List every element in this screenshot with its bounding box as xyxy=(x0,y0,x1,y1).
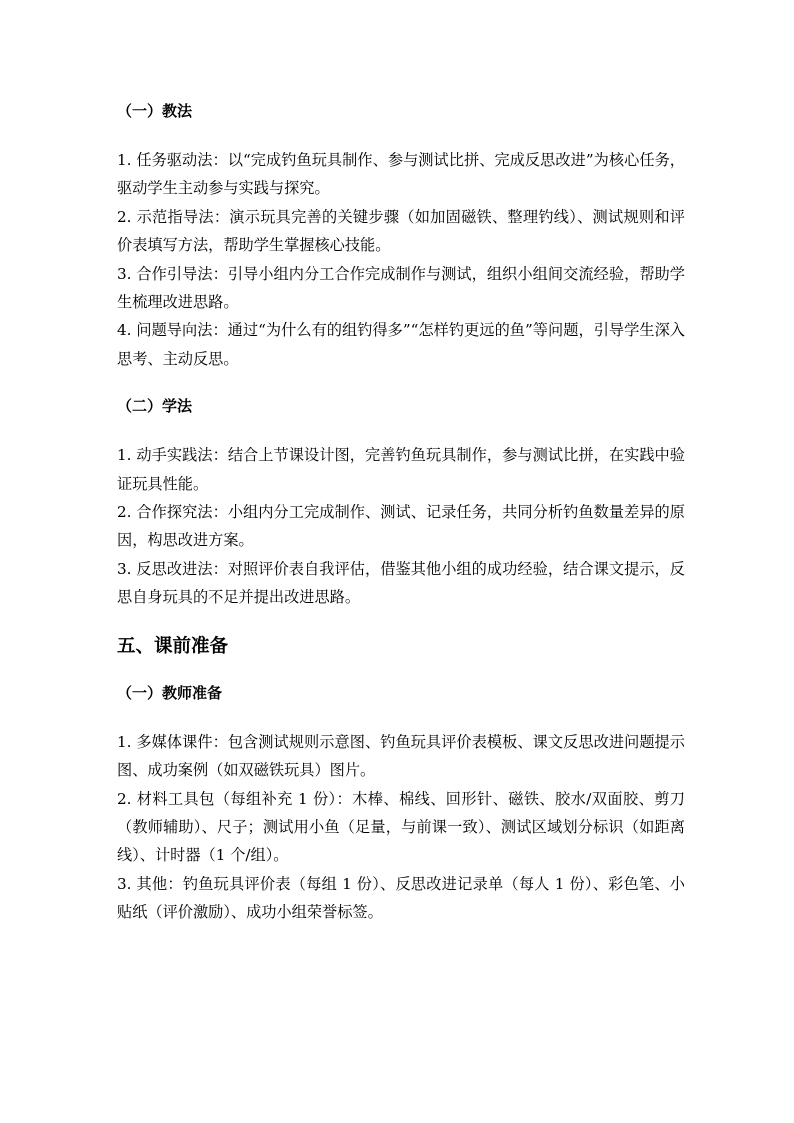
page-content xyxy=(117,98,685,927)
learning-method-item: 1. 动手实践法：结合上节课设计图，完善钓鱼玩具制作，参与测试比拼，在实践中验证玩具性能。 xyxy=(117,446,685,493)
chapter-five-heading: 五、课前准备 xyxy=(117,635,229,657)
teaching-method-item: 3. 合作引导法：引导小组内分工合作完成制作与测试，组织小组间交流经验，帮助学生梳理改进思路。 xyxy=(117,264,685,312)
teaching-method-item: 1. 任务驱动法：以“完成钓鱼玩具制作、参与测试比拼、完成反思改进”为核心任务，驱动学生主动参与实践与探究。 xyxy=(117,151,685,198)
teacher-preparation-item: 2. 材料工具包（每组补充 1 份）：木棒、棉线、回形针、磁铁、胶水/双面胶、剪刀（教师辅助）、尺子；测试用小鱼（足量，与前课一致）、测试区域划分标识（如距离线）、计时器（1 个/组）。 xyxy=(117,789,685,865)
teaching-method-item: 2. 示范指导法：演示玩具完善的关键步骤（如加固磁铁、整理钓线）、测试规则和评价表填写方法，帮助学生掌握核心技能。 xyxy=(117,207,685,255)
teaching-method-item: 4. 问题导向法：通过“为什么有的组钓得多”“怎样钓更远的鱼”等问题，引导学生深入思考、主动反思。 xyxy=(117,321,685,368)
teacher-preparation-item: 1. 多媒体课件：包含测试规则示意图、钓鱼玩具评价表模板、课文反思改进问题提示图、成功案例（如双磁铁玩具）图片。 xyxy=(117,732,685,780)
teacher-preparation-heading: （一）教师准备 xyxy=(117,683,223,702)
learning-methods-heading: （二）学法 xyxy=(117,397,193,416)
learning-method-item: 3. 反思改进法：对照评价表自我评估，借鉴其他小组的成功经验，结合课文提示，反思自身玩具的不足并提出改进思路。 xyxy=(117,559,685,607)
teaching-methods-heading: （一）教法 xyxy=(117,102,193,120)
learning-method-item: 2. 合作探究法：小组内分工完成制作、测试、记录任务，共同分析钓鱼数量差异的原因，构思改进方案。 xyxy=(117,503,685,550)
teacher-preparation-item: 3. 其他：钓鱼玩具评价表（每组 1 份）、反思改进记录单（每人 1 份）、彩色笔、小贴纸（评价激励）、成功小组荣誉标签。 xyxy=(117,874,685,922)
